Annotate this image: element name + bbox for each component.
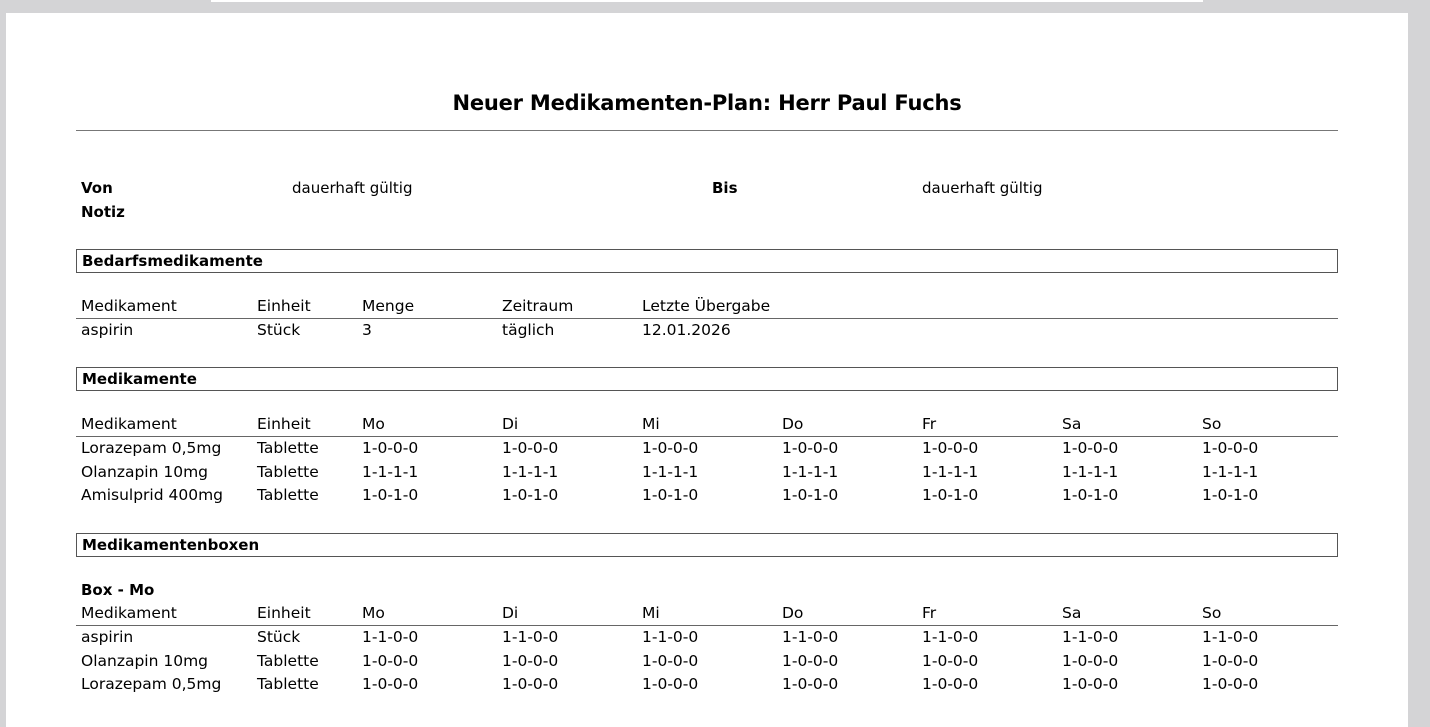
table-header-row [76,414,1338,437]
section-heading: Medikamentenboxen [82,536,260,554]
section-heading: Bedarfsmedikamente [82,252,263,270]
table-cell: 1-1-0-0 [782,628,839,646]
table-row [76,674,1338,698]
column-header: Einheit [257,415,311,433]
column-header: Medikament [81,604,177,622]
table-cell: 1-0-1-0 [502,486,559,504]
table-cell: 1-0-1-0 [922,486,979,504]
column-header: Medikament [81,415,177,433]
bis-label: Bis [712,179,738,197]
table-row [76,320,1338,344]
section-bedarfsmedikamente [76,249,1338,273]
table-cell: Tablette [257,651,319,670]
table-cell: 1-0-0-0 [362,675,419,693]
toolbar-strip [211,0,1203,2]
table-cell: 1-0-1-0 [1062,486,1119,504]
document-page [6,13,1408,727]
title-divider [76,130,1338,131]
table-cell: 1-0-1-0 [642,486,699,504]
column-header: Letzte Übergabe [642,297,771,315]
table-cell: 1-0-1-0 [782,486,839,504]
box-mo-table [76,603,1338,698]
table-cell: 1-1-0-0 [1202,628,1259,646]
table-cell: 1-0-0-0 [362,651,419,670]
table-cell: Stück [257,628,301,646]
table-cell: 1-1-0-0 [1062,628,1119,646]
table-cell: 1-1-1-1 [1202,462,1259,481]
table-cell: 1-1-1-1 [362,462,419,481]
table-cell: 1-0-0-0 [782,439,839,457]
table-cell: Olanzapin 10mg [81,651,209,670]
column-header: Fr [922,604,937,622]
column-header: Zeitraum [502,297,574,315]
table-cell: 1-0-0-0 [1202,675,1259,693]
notiz-row [76,203,1338,225]
table-row [76,485,1338,509]
table-cell: Stück [257,321,301,339]
section-medikamente [76,367,1338,391]
table-cell: Olanzapin 10mg [81,462,209,481]
bis-value: dauerhaft gültig [922,179,1043,197]
table-cell: 1-1-0-0 [642,628,699,646]
table-cell: Amisulprid 400mg [81,486,224,504]
table-cell: Tablette [257,439,319,457]
column-header: So [1202,415,1222,433]
table-cell: 1-0-0-0 [922,439,979,457]
table-cell: Lorazepam 0,5mg [81,675,222,693]
table-cell: 1-1-0-0 [922,628,979,646]
table-cell: 1-0-0-0 [642,651,699,670]
medikamente-table [76,414,1338,509]
column-header: Sa [1062,415,1082,433]
column-header: So [1202,604,1222,622]
column-header: Mi [642,415,660,433]
table-cell: 1-0-0-0 [642,439,699,457]
bedarf-table [76,296,1338,344]
table-cell: 1-0-0-0 [922,675,979,693]
column-header: Fr [922,415,937,433]
table-cell: 1-0-0-0 [362,439,419,457]
table-cell: Tablette [257,462,319,481]
table-cell: 1-1-1-1 [642,462,699,481]
table-header-row [76,296,1338,319]
table-cell: 3 [362,321,372,339]
page-title: Neuer Medikamenten-Plan: Herr Paul Fuchs [452,91,962,115]
table-cell: 1-1-1-1 [782,462,839,481]
column-header: Do [782,604,804,622]
table-cell: 1-0-0-0 [1202,439,1259,457]
table-header-row [76,603,1338,626]
column-header: Di [502,415,519,433]
table-cell: 1-0-0-0 [922,651,979,670]
table-cell: 1-0-0-0 [1202,651,1259,670]
table-cell: 1-1-1-1 [502,462,559,481]
table-cell: aspirin [81,628,134,646]
column-header: Mo [362,604,385,622]
table-cell: 1-0-0-0 [1062,651,1119,670]
column-header: Do [782,415,804,433]
table-cell: täglich [502,321,555,339]
table-cell: 1-1-1-1 [922,462,979,481]
table-cell: Tablette [257,675,319,693]
table-row [76,651,1338,675]
column-header: Einheit [257,297,311,315]
table-cell: 1-1-1-1 [1062,462,1119,481]
table-cell: Lorazepam 0,5mg [81,439,222,457]
notiz-label: Notiz [81,203,125,221]
column-header: Di [502,604,519,622]
table-row [76,438,1338,462]
section-heading: Medikamente [82,370,197,388]
section-medikamentenboxen [76,533,1338,557]
table-cell: 1-0-1-0 [362,486,419,504]
von-label: Von [81,179,113,197]
box-title: Box - Mo [81,581,155,599]
table-cell: 1-0-0-0 [1062,675,1119,693]
table-cell: 12.01.2026 [642,321,731,339]
column-header: Menge [362,297,415,315]
column-header: Sa [1062,604,1082,622]
column-header: Mo [362,415,385,433]
table-cell: 1-0-1-0 [1202,486,1259,504]
column-header: Medikament [81,297,177,315]
table-row [76,462,1338,486]
table-cell: 1-0-0-0 [502,675,559,693]
table-cell: 1-1-0-0 [362,628,419,646]
von-value: dauerhaft gültig [292,179,413,197]
table-cell: 1-0-0-0 [642,675,699,693]
table-row [76,627,1338,651]
validity-row [76,179,1338,201]
column-header: Mi [642,604,660,622]
table-cell: Tablette [257,486,319,504]
table-cell: 1-0-0-0 [502,439,559,457]
table-cell: 1-1-0-0 [502,628,559,646]
column-header: Einheit [257,604,311,622]
table-cell: 1-0-0-0 [782,651,839,670]
table-cell: 1-0-0-0 [1062,439,1119,457]
table-cell: 1-0-0-0 [502,651,559,670]
table-cell: aspirin [81,321,134,339]
table-cell: 1-0-0-0 [782,675,839,693]
